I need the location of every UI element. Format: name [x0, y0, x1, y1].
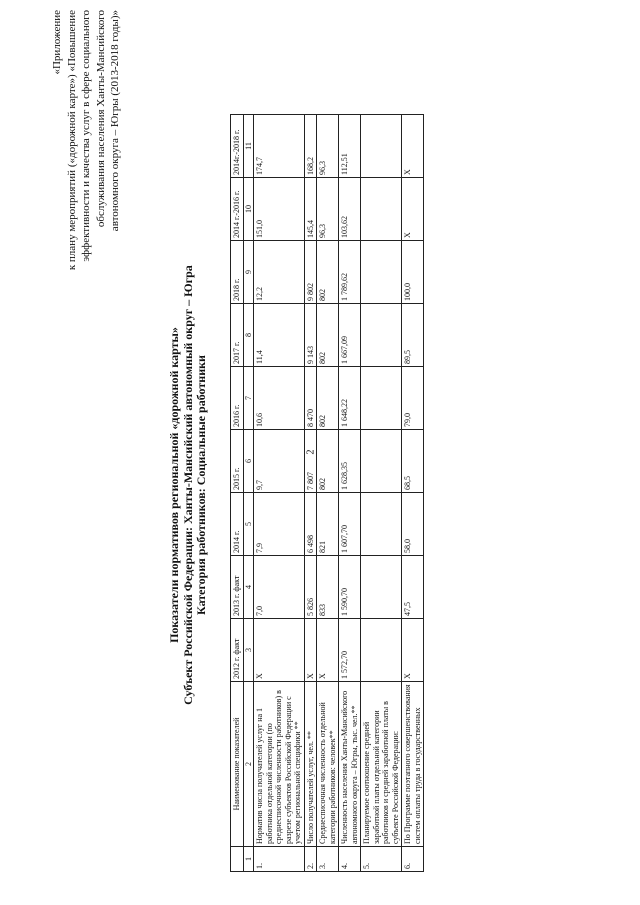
row-number: 6.	[402, 847, 424, 872]
page-number: 2	[305, 449, 317, 455]
row-value: 7 807	[304, 430, 317, 493]
appendix-line: автономного округа – Югры (2013-2018 годы)»	[109, 10, 121, 232]
table-header-row	[231, 115, 244, 872]
row-name: По Программе поэтапного совершенствования систем оплаты труда в государственных	[402, 682, 424, 847]
row-value: 5 826	[304, 556, 317, 619]
table-row	[254, 115, 305, 872]
row-value: X	[304, 619, 317, 682]
column-number: 11	[243, 115, 254, 178]
row-value: X	[254, 619, 305, 682]
row-value: 112,51	[339, 115, 361, 178]
row-value: X	[402, 619, 424, 682]
row-value: 821	[317, 493, 339, 556]
indicators-table	[230, 114, 424, 872]
row-value: X	[317, 619, 339, 682]
row-value: 145,4	[304, 178, 317, 241]
row-value: 174,7	[254, 115, 305, 178]
header-cell: 2017 г.	[231, 304, 244, 367]
row-value: 96,3	[317, 115, 339, 178]
row-name: Среднесписочная численность отдельной категории работников: человек**	[317, 682, 339, 847]
row-name: Число получателей услуг, чел. **	[304, 682, 317, 847]
row-number: 5.	[361, 847, 402, 872]
header-cell: 2014 г.	[231, 493, 244, 556]
table-row	[304, 115, 317, 872]
row-value: 1 590,70	[339, 556, 361, 619]
column-number: 7	[243, 367, 254, 430]
row-number: 4.	[339, 847, 361, 872]
row-value	[361, 178, 402, 241]
row-value: 1 667,09	[339, 304, 361, 367]
row-value	[361, 115, 402, 178]
header-cell	[231, 847, 244, 872]
title-line: Категория работников: Социальные работники	[194, 355, 208, 615]
row-value: 1 572,70	[339, 619, 361, 682]
column-number: 6	[243, 430, 254, 493]
row-value: 11,4	[254, 304, 305, 367]
row-value: 100,0	[402, 241, 424, 304]
row-value: 8 470	[304, 367, 317, 430]
row-number: 3.	[317, 847, 339, 872]
row-value: 68,5	[402, 430, 424, 493]
column-number: 5	[243, 493, 254, 556]
header-cell: 2016 г.	[231, 367, 244, 430]
document-title	[168, 125, 209, 845]
row-value: 1 607,70	[339, 493, 361, 556]
row-name: Численность населения Ханты-Мансийского автономного округа – Югры, тыс. чел.**	[339, 682, 361, 847]
appendix-line: эффективности и качества услуг в сфере социального	[80, 10, 92, 262]
header-cell: 2013 г. факт	[231, 556, 244, 619]
appendix-note	[50, 10, 123, 280]
row-number: 1.	[254, 847, 305, 872]
row-value: 103,62	[339, 178, 361, 241]
row-value: X	[402, 178, 424, 241]
column-number: 2	[243, 682, 254, 847]
row-value: 802	[317, 304, 339, 367]
row-value	[361, 493, 402, 556]
table-row	[402, 115, 424, 872]
header-cell: 2015 г.	[231, 430, 244, 493]
row-value: 6 498	[304, 493, 317, 556]
header-cell: 2014 г.-2016 г.	[231, 178, 244, 241]
row-value: 79,0	[402, 367, 424, 430]
row-value: 9 802	[304, 241, 317, 304]
row-value: 12,2	[254, 241, 305, 304]
table-row	[361, 115, 402, 872]
row-value	[361, 619, 402, 682]
appendix-line: обслуживания населения Ханты-Мансийского	[94, 10, 107, 228]
row-value	[361, 367, 402, 430]
row-value	[361, 304, 402, 367]
header-cell: 2012 г. факт	[231, 619, 244, 682]
table-row	[339, 115, 361, 872]
row-value: 802	[317, 430, 339, 493]
table-row	[317, 115, 339, 872]
row-name: Норматив числа получателей услуг на 1 работника отдельной категории (по среднесписочной численности работников) в разрезе субъектов Российской Федерации с учетом региональной специфики **	[254, 682, 305, 847]
row-value: 151,0	[254, 178, 305, 241]
row-number: 2.	[304, 847, 317, 872]
row-value: 1 789,62	[339, 241, 361, 304]
row-value: 47,5	[402, 556, 424, 619]
row-value: 96,3	[317, 178, 339, 241]
row-value: 9,7	[254, 430, 305, 493]
title-line: Субъект Российской Федерации: Ханты-Мансийский автономный округ – Югра	[180, 265, 195, 705]
column-number: 9	[243, 241, 254, 304]
header-cell: 2018 г.	[231, 241, 244, 304]
row-name: Планируемое соотношение средней заработной платы отдельной категории работников и средней заработной платы в субъекте Российской Федерации:	[361, 682, 402, 847]
header-cell: 2014г.-2018 г.	[231, 115, 244, 178]
appendix-line: к плану мероприятий («дорожной карте») «Повышение	[65, 10, 78, 271]
row-value: 802	[317, 241, 339, 304]
row-value	[361, 556, 402, 619]
title-line: Показатели нормативов региональной «дорожной карты»	[167, 327, 181, 643]
column-number-row	[243, 115, 254, 872]
row-value: 7,0	[254, 556, 305, 619]
row-value: 58,0	[402, 493, 424, 556]
row-value: 10,6	[254, 367, 305, 430]
column-number: 3	[243, 619, 254, 682]
column-number: 8	[243, 304, 254, 367]
row-value: X	[402, 115, 424, 178]
row-value: 1 648,22	[339, 367, 361, 430]
column-number: 4	[243, 556, 254, 619]
row-value: 833	[317, 556, 339, 619]
column-number: 1	[243, 847, 254, 872]
row-value: 7,9	[254, 493, 305, 556]
appendix-line: «Приложение	[51, 10, 63, 75]
row-value: 168,2	[304, 115, 317, 178]
header-cell: Наименование показателей	[231, 682, 244, 847]
column-number: 10	[243, 178, 254, 241]
row-value	[361, 241, 402, 304]
row-value: 9 143	[304, 304, 317, 367]
row-value: 802	[317, 367, 339, 430]
row-value	[361, 430, 402, 493]
row-value: 1 628,35	[339, 430, 361, 493]
row-value: 89,5	[402, 304, 424, 367]
